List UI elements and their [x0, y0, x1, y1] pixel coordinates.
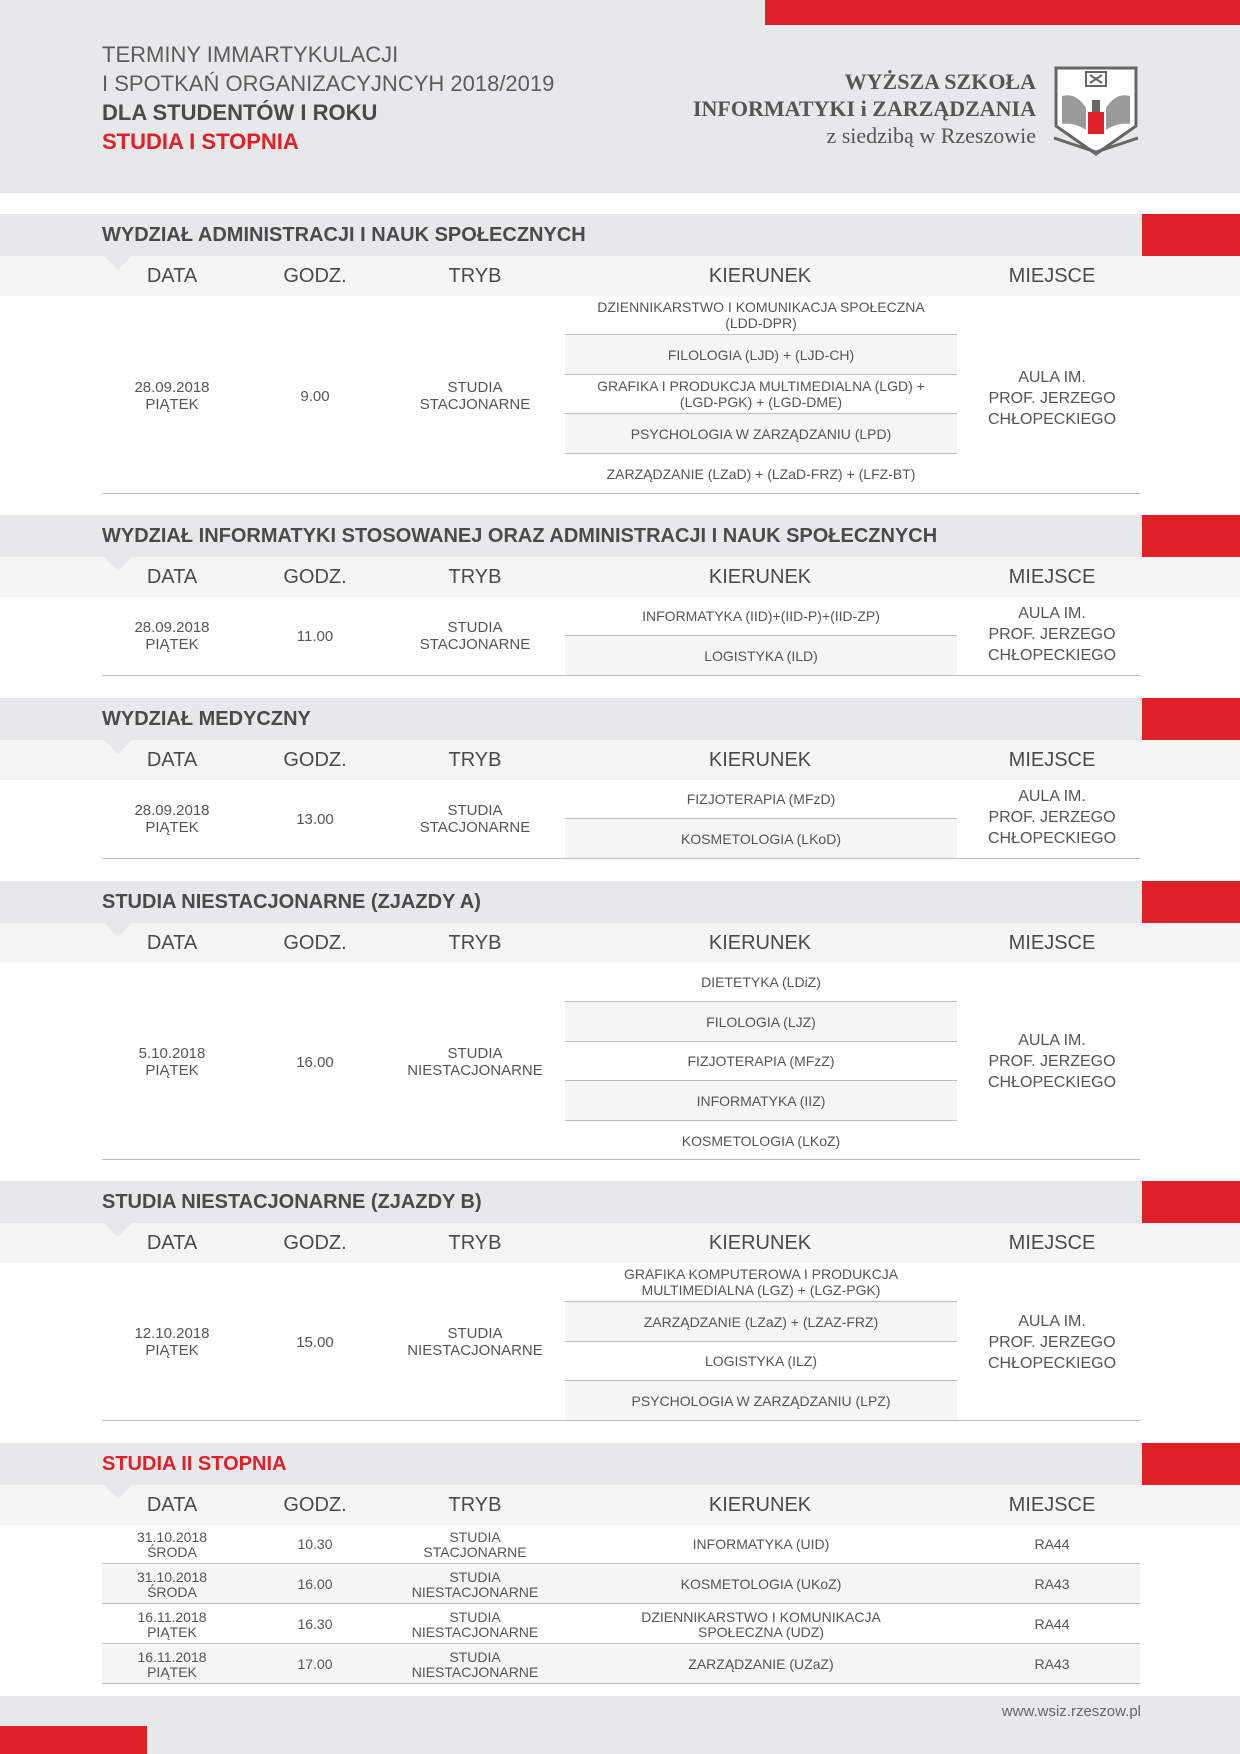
section-header: [0, 515, 1240, 557]
place-line-1: AULA IM.: [1018, 1313, 1086, 1330]
date-value: 28.09.2018: [134, 379, 210, 396]
date-value: 12.10.2018: [134, 1325, 210, 1342]
hour-value: 16.00: [296, 1054, 334, 1071]
column-headers: [0, 923, 1240, 963]
col-hour: GODZ.: [283, 265, 347, 287]
col-date: DATA: [146, 749, 198, 771]
column-headers: [0, 557, 1240, 597]
footer-accent-bar: [0, 1726, 147, 1754]
direction-item: DZIENNIKARSTWO I KOMUNIKACJA SPOŁECZNA (LDD-DPR): [565, 296, 957, 335]
direction-item: FILOLOGIA (LJZ): [565, 1002, 957, 1042]
col-place: MIEJSCE: [1008, 749, 1096, 771]
title-line-3: DLA STUDENTÓW I ROKU: [102, 100, 378, 125]
date: [102, 619, 242, 653]
col-date: DATA: [146, 932, 198, 954]
direction-item: KOSMETOLOGIA (UKoZ): [680, 1576, 842, 1592]
mode-line-1: STUDIA: [447, 1325, 503, 1342]
col-place: MIEJSCE: [1008, 1494, 1096, 1516]
mode-line-2: NIESTACJONARNE: [411, 1623, 539, 1640]
column-headers: [0, 256, 1240, 296]
place-line-3: CHŁOPECKIEGO: [987, 1074, 1117, 1091]
day-value: ŚRODA: [147, 1583, 197, 1600]
direction-item: ZARZĄDZANIE (LZaZ) + (LZAZ-FRZ): [565, 1302, 957, 1342]
place: [962, 1030, 1142, 1093]
place-line-1: AULA IM.: [1018, 605, 1086, 622]
day-value: PIĄTEK: [145, 1062, 199, 1079]
column-headers: [0, 740, 1240, 780]
mode-line-1: STUDIA: [449, 1528, 501, 1545]
place-value: RA43: [1034, 1576, 1070, 1592]
section-administration: [0, 214, 1240, 494]
col-mode: TRYB: [448, 749, 502, 771]
date-value: 28.09.2018: [134, 619, 210, 636]
mode-line-2: STACJONARNE: [419, 819, 531, 836]
hour-value: 17.00: [297, 1656, 333, 1672]
section-header: [0, 881, 1240, 923]
direction-item: FIZJOTERAPIA (MFzD): [565, 780, 957, 819]
date: [102, 802, 242, 836]
direction-list: [565, 963, 957, 1160]
col-date: DATA: [146, 1494, 198, 1516]
place: [962, 367, 1142, 430]
place-value: RA43: [1034, 1656, 1070, 1672]
section-extramural-a: [0, 881, 1240, 1160]
place-value: RA44: [1034, 1536, 1070, 1552]
direction-item: ZARZĄDZANIE (LZaD) + (LZaD-FRZ) + (LFZ-BT): [606, 465, 916, 482]
mode-line-2: NIESTACJONARNE: [411, 1583, 539, 1600]
col-place: MIEJSCE: [1008, 265, 1096, 287]
direction-item: LOGISTYKA (ILZ): [565, 1342, 957, 1381]
direction-item: INFORMATYKA (IID)+(IID-P)+(IID-ZP): [565, 597, 957, 636]
direction-item: GRAFIKA KOMPUTEROWA I PRODUKCJA MULTIMEDIALNA (LGZ) + (LGZ-PGK): [565, 1263, 957, 1302]
col-mode: TRYB: [448, 566, 502, 588]
logo-line-1: WYŻSZA SZKOŁA: [844, 69, 1036, 94]
direction-item: FILOLOGIA (LJD) + (LJD-CH): [565, 335, 957, 375]
section-accent: [1142, 214, 1240, 256]
direction-item: INFORMATYKA (IIZ): [565, 1081, 957, 1121]
date-value: 31.10.2018: [136, 1568, 208, 1585]
mode: [395, 1325, 555, 1359]
section-title: STUDIA NIESTACJONARNE (ZJAZDY B): [102, 1191, 482, 1213]
direction-list: [565, 597, 957, 675]
mode: [395, 1525, 555, 1564]
col-hour: GODZ.: [283, 1232, 347, 1254]
date-value: 31.10.2018: [136, 1528, 208, 1545]
direction-list: [565, 780, 957, 858]
title-line-1: TERMINY IMMARTYKULACJI: [102, 42, 399, 67]
direction-list: [565, 1263, 957, 1420]
direction-item: INFORMATYKA (UID): [692, 1536, 830, 1552]
section-accent: [1142, 881, 1240, 923]
place: [962, 786, 1142, 849]
col-hour: GODZ.: [283, 749, 347, 771]
hour-value: 16.00: [297, 1576, 333, 1592]
section-body: [102, 780, 1140, 859]
date: [102, 1645, 242, 1684]
logo-line-3: z siedzibą w Rzeszowie: [826, 123, 1036, 148]
section-title: STUDIA NIESTACJONARNE (ZJAZDY A): [102, 891, 481, 913]
mode: [395, 619, 555, 653]
day-value: PIĄTEK: [145, 636, 199, 653]
direction-item: DIETETYKA (LDiZ): [565, 963, 957, 1002]
section-extramural-b: [0, 1181, 1240, 1421]
mode-line-1: STUDIA: [447, 802, 503, 819]
col-direction: KIERUNEK: [708, 1232, 812, 1254]
title-line-4: STUDIA I STOPNIA: [102, 129, 299, 154]
mode-line-1: STUDIA: [449, 1648, 501, 1665]
crest-icon: [1052, 66, 1140, 156]
col-place: MIEJSCE: [1008, 932, 1096, 954]
section-header: [0, 1443, 1240, 1485]
place-value: RA44: [1034, 1616, 1070, 1632]
column-headers: [0, 1485, 1240, 1525]
section-accent: [1142, 1181, 1240, 1223]
section-accent: [1142, 515, 1240, 557]
table-row: [102, 1565, 1140, 1604]
mode: [395, 379, 555, 413]
place-line-2: PROF. JERZEGO: [988, 809, 1116, 826]
col-direction: KIERUNEK: [708, 749, 812, 771]
mode-line-1: STUDIA: [447, 619, 503, 636]
section-accent: [1142, 1443, 1240, 1485]
section-title: WYDZIAŁ INFORMATYKI STOSOWANEJ ORAZ ADMINISTRACJI I NAUK SPOŁECZNYCH: [102, 525, 938, 547]
direction-item: ZARZĄDZANIE (UZaZ): [688, 1656, 834, 1672]
mode-line-1: STUDIA: [449, 1608, 501, 1625]
place-line-3: CHŁOPECKIEGO: [987, 647, 1117, 664]
col-hour: GODZ.: [283, 932, 347, 954]
col-direction: KIERUNEK: [708, 932, 812, 954]
section-title: STUDIA II STOPNIA: [102, 1453, 287, 1475]
col-place: MIEJSCE: [1008, 566, 1096, 588]
col-mode: TRYB: [448, 932, 502, 954]
col-direction: KIERUNEK: [708, 566, 812, 588]
hour-value: 9.00: [300, 388, 330, 405]
section-title: WYDZIAŁ MEDYCZNY: [102, 708, 311, 730]
direction-item: LOGISTYKA (ILD): [565, 636, 957, 675]
mode-line-2: STACJONARNE: [419, 396, 531, 413]
mode: [395, 1045, 555, 1079]
table-row: [102, 1605, 1140, 1644]
place-line-2: PROF. JERZEGO: [988, 1334, 1116, 1351]
mode: [395, 1605, 555, 1644]
date: [102, 1525, 242, 1564]
mode-line-1: STUDIA: [449, 1568, 501, 1585]
col-hour: GODZ.: [283, 566, 347, 588]
hour-value: 13.00: [296, 811, 334, 828]
mode-line-2: NIESTACJONARNE: [407, 1062, 543, 1079]
place-line-3: CHŁOPECKIEGO: [987, 411, 1117, 428]
section-informatics: [0, 515, 1240, 676]
section-header: [0, 214, 1240, 256]
direction-item: FIZJOTERAPIA (MFzZ): [565, 1042, 957, 1081]
col-hour: GODZ.: [283, 1494, 347, 1516]
place-line-3: CHŁOPECKIEGO: [987, 1355, 1117, 1372]
section-accent: [1142, 698, 1240, 740]
direction-list: [565, 296, 957, 493]
day-value: PIĄTEK: [145, 396, 199, 413]
col-place: MIEJSCE: [1008, 1232, 1096, 1254]
logo-line-2: INFORMATYKI i ZARZĄDZANIA: [692, 96, 1036, 121]
section-title: WYDZIAŁ ADMINISTRACJI I NAUK SPOŁECZNYCH: [102, 224, 586, 246]
section-medical: [0, 698, 1240, 859]
place: [962, 603, 1142, 666]
place-line-2: PROF. JERZEGO: [988, 626, 1116, 643]
hour-value: 15.00: [296, 1334, 334, 1351]
hour-value: 16.30: [297, 1616, 333, 1632]
col-direction: KIERUNEK: [708, 265, 812, 287]
col-date: DATA: [146, 1232, 198, 1254]
col-date: DATA: [146, 566, 198, 588]
hour-value: 10.30: [297, 1536, 333, 1552]
date: [102, 379, 242, 413]
mode-line-2: NIESTACJONARNE: [411, 1663, 539, 1680]
date: [102, 1325, 242, 1359]
hour-value: 11.00: [296, 628, 334, 645]
place-line-1: AULA IM.: [1018, 788, 1086, 805]
day-value: PIĄTEK: [145, 1342, 199, 1359]
day-value: ŚRODA: [147, 1543, 197, 1560]
date: [102, 1605, 242, 1644]
direction-item: GRAFIKA I PRODUKCJA MULTIMEDIALNA (LGD) + (LGD-PGK) + (LGD-DME): [565, 375, 957, 414]
day-value: PIĄTEK: [147, 1663, 197, 1680]
website-link[interactable]: www.wsiz.rzeszow.pl: [1001, 1703, 1141, 1720]
mode-line-2: NIESTACJONARNE: [407, 1342, 543, 1359]
mode: [395, 1645, 555, 1684]
place-line-3: CHŁOPECKIEGO: [987, 830, 1117, 847]
section-second-degree: [0, 1443, 1240, 1525]
title-line-2: I SPOTKAŃ ORGANIZACYJNCYH 2018/2019: [102, 71, 555, 96]
date-value: 16.11.2018: [137, 1608, 207, 1625]
column-headers: [0, 1223, 1240, 1263]
section-header: [0, 1181, 1240, 1223]
header-accent-bar: [765, 0, 1240, 25]
direction-item: KOSMETOLOGIA (LKoD): [565, 819, 957, 858]
col-date: DATA: [146, 265, 198, 287]
date-value: 5.10.2018: [138, 1045, 206, 1062]
direction-item: PSYCHOLOGIA W ZARZĄDZANIU (LPZ): [565, 1381, 957, 1420]
mode-line-1: STUDIA: [447, 1045, 503, 1062]
place-line-1: AULA IM.: [1018, 369, 1086, 386]
section-body: [102, 963, 1140, 1160]
date-value: 16.11.2018: [137, 1648, 207, 1665]
date-value: 28.09.2018: [134, 802, 210, 819]
col-mode: TRYB: [448, 1232, 502, 1254]
date: [102, 1045, 242, 1079]
direction-item: PSYCHOLOGIA W ZARZĄDZANIU (LPD): [565, 414, 957, 454]
mode-line-1: STUDIA: [447, 379, 503, 396]
table-row: [102, 1525, 1140, 1564]
place: [962, 1311, 1142, 1374]
table-row: [102, 1645, 1140, 1684]
place-line-1: AULA IM.: [1018, 1032, 1086, 1049]
section-body: [102, 296, 1140, 494]
day-value: PIĄTEK: [147, 1623, 197, 1640]
place-line-2: PROF. JERZEGO: [988, 1053, 1116, 1070]
mode: [395, 802, 555, 836]
section-body: [102, 597, 1140, 676]
col-mode: TRYB: [448, 265, 502, 287]
section-header: [0, 698, 1240, 740]
date: [102, 1565, 242, 1604]
day-value: PIĄTEK: [145, 819, 199, 836]
section-body: [102, 1263, 1140, 1421]
direction-item: KOSMETOLOGIA (LKoZ): [681, 1132, 841, 1149]
university-name: [693, 68, 1036, 149]
col-direction: KIERUNEK: [708, 1494, 812, 1516]
place-line-2: PROF. JERZEGO: [988, 390, 1116, 407]
mode-line-2: STACJONARNE: [423, 1543, 527, 1560]
mode: [395, 1565, 555, 1604]
col-mode: TRYB: [448, 1494, 502, 1516]
document-title: [102, 40, 554, 156]
direction-item: DZIENNIKARSTWO I KOMUNIKACJA SPOŁECZNA (UDZ): [641, 1608, 881, 1640]
mode-line-2: STACJONARNE: [419, 636, 531, 653]
